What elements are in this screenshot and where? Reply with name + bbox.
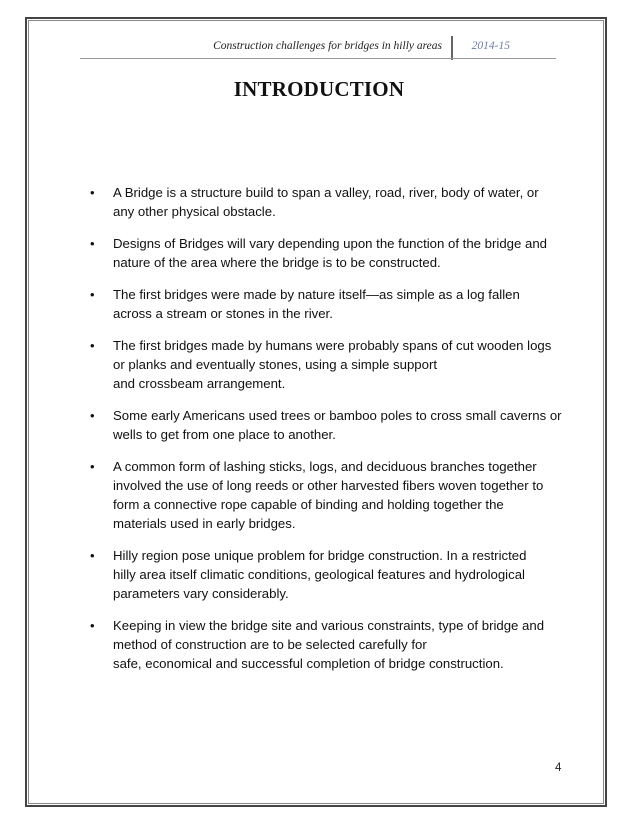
list-item [84, 457, 574, 533]
bullet-icon: • [90, 236, 95, 251]
page-header [80, 38, 568, 60]
list-item [84, 285, 574, 323]
bullet-line: Keeping in view the bridge site and various constraints, type of bridge and [113, 618, 545, 633]
bullet-line: any other physical obstacle. [113, 204, 276, 219]
bullet-icon: • [90, 408, 95, 423]
page-number: 4 [555, 762, 562, 774]
bullet-icon: • [90, 185, 95, 200]
bullet-icon: • [90, 338, 95, 353]
bullet-line: The first bridges were made by nature itself—as simple as a log fallen [113, 287, 520, 302]
list-item [84, 234, 574, 272]
bullet-text [113, 546, 574, 603]
bullet-text [113, 285, 574, 323]
bullet-text [113, 183, 574, 221]
bullet-line: wells to get from one place to another. [113, 427, 336, 442]
bullet-line: nature of the area where the bridge is to be constructed. [113, 255, 441, 270]
bullet-line: method of construction are to be selected carefully for [113, 637, 427, 652]
bullet-text [113, 406, 574, 444]
bullet-icon: • [90, 459, 95, 474]
header-rule [80, 58, 556, 59]
bullet-line: A Bridge is a structure build to span a valley, road, river, body of water, or [113, 185, 539, 200]
list-item [84, 406, 574, 444]
bullet-text [113, 457, 574, 533]
bullet-line: form a connective rope capable of binding and holding together the [113, 497, 504, 512]
bullet-line: and crossbeam arrangement. [113, 376, 286, 391]
bullet-text [113, 234, 574, 272]
bullet-line: A common form of lashing sticks, logs, and deciduous branches together [113, 459, 537, 474]
bullet-line: or planks and eventually stones, using a simple support [113, 357, 438, 372]
bullet-icon: • [90, 287, 95, 302]
list-item [84, 546, 574, 603]
bullet-icon: • [90, 548, 95, 563]
page-title: INTRODUCTION [233, 77, 405, 101]
list-item [84, 183, 574, 221]
bullet-text [113, 616, 574, 673]
bullet-line: safe, economical and successful completion of bridge construction. [113, 656, 504, 671]
bullet-list [84, 183, 574, 686]
bullet-line: Some early Americans used trees or bamboo poles to cross small caverns or [113, 408, 562, 423]
bullet-line: involved the use of long reeds or other harvested fibers woven together to [113, 478, 544, 493]
bullet-line: materials used in early bridges. [113, 516, 296, 531]
list-item [84, 616, 574, 673]
header-year: 2014-15 [471, 40, 510, 52]
bullet-line: across a stream or stones in the river. [113, 306, 333, 321]
bullet-line: parameters vary considerably. [113, 586, 289, 601]
bullet-text [113, 336, 574, 393]
header-divider [451, 36, 453, 60]
bullet-line: The first bridges made by humans were probably spans of cut wooden logs [113, 338, 552, 353]
list-item [84, 336, 574, 393]
header-title: Construction challenges for bridges in hilly areas [213, 40, 442, 52]
bullet-line: Hilly region pose unique problem for bridge construction. In a restricted [113, 548, 527, 563]
bullet-line: Designs of Bridges will vary depending upon the function of the bridge and [113, 236, 548, 251]
bullet-icon: • [90, 618, 95, 633]
bullet-line: hilly area itself climatic conditions, geological features and hydrological [113, 567, 525, 582]
